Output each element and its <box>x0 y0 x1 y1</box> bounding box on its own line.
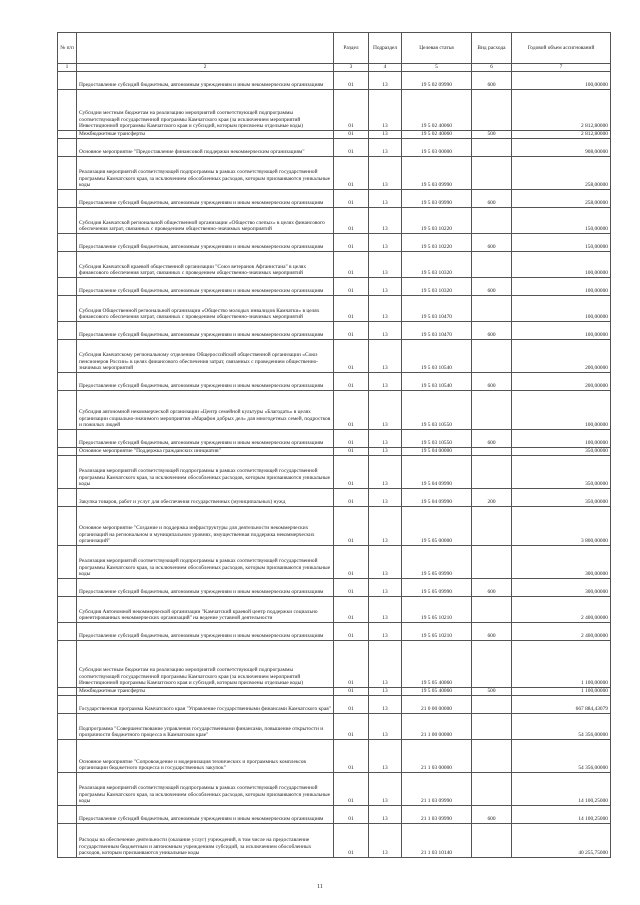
amount-cell: 100,00000 <box>512 252 611 278</box>
item-name-cell: Субсидия Камчатской региональной общественной организации «Общество слепых» в целях финансового обеспечения затрат, связанных с проведением общественно-значимых мероприятий <box>77 208 334 234</box>
expense-type-cell <box>472 641 512 688</box>
expense-type-cell <box>472 507 512 546</box>
section-cell: 01 <box>334 773 369 806</box>
table-row <box>58 448 611 456</box>
section-cell: 01 <box>334 688 369 696</box>
item-name-cell: Предоставление субсидий бюджетным, автономным учреждениям и иным некоммерческим организациям <box>77 278 334 296</box>
subsection-cell: 13 <box>369 296 402 322</box>
page-number: 11 <box>317 884 323 890</box>
section-cell: 01 <box>334 72 369 90</box>
row-number-cell <box>58 546 77 579</box>
expense-type-cell <box>472 296 512 322</box>
subsection-cell: 13 <box>369 806 402 824</box>
expense-type-cell: 600 <box>472 322 512 340</box>
row-number-cell <box>58 340 77 373</box>
amount-cell: 908,00000 <box>512 139 611 157</box>
subsection-cell: 13 <box>369 90 402 131</box>
table-row <box>58 696 611 714</box>
expense-type-cell <box>472 340 512 373</box>
expense-type-cell: 600 <box>472 190 512 208</box>
subsection-cell: 13 <box>369 139 402 157</box>
section-cell: 01 <box>334 340 369 373</box>
target-article-cell: 19 5 05 09990 <box>402 579 472 597</box>
expense-type-cell <box>472 824 512 858</box>
target-article-cell: 19 5 03 09990 <box>402 190 472 208</box>
item-name-cell: Реализация мероприятий соответствующей подпрограммы в рамках соответствующей государственной программы Камчатского края, за исключением обособленных расходов, которым присваиваются уникальные коды <box>77 157 334 190</box>
table-row <box>58 72 611 90</box>
section-cell: 01 <box>334 546 369 579</box>
section-cell: 01 <box>334 391 369 430</box>
amount-cell: 258,00000 <box>512 190 611 208</box>
item-name-cell: Основное мероприятие "Поддержка гражданских инициатив" <box>77 448 334 456</box>
target-article-cell: 19 5 03 10470 <box>402 322 472 340</box>
target-article-cell: 19 5 03 10470 <box>402 296 472 322</box>
row-number-cell <box>58 190 77 208</box>
item-name-cell: Субсидия автономной некоммерческой организации «Центр семейной культуры «Благодать» в целях организации социально-значимого мероприятия «Марафон добрых дел» для многодетных семей, подростков и пожилых людей <box>77 391 334 430</box>
amount-cell: 100,00000 <box>512 322 611 340</box>
target-article-cell: 21 1 03 09990 <box>402 806 472 824</box>
table-row <box>58 278 611 296</box>
item-name-cell: Субсидия Камчатскому региональному отделению Общероссийской общественной организации «Союз пенсионеров России» в целях финансового обеспечения затрат, связанных с проведением общественно-значимых мероприятий <box>77 340 334 373</box>
item-name-cell: Расходы на обеспечение деятельности (оказание услуг) учреждений, в том числе на предоставление государственным бюджетным и автономным учреждениям субсидий, за исключением обособленных расходов, которым присваиваются уникальные коды <box>77 824 334 858</box>
table-row <box>58 322 611 340</box>
amount-cell: 350,00000 <box>512 456 611 489</box>
header-target-article: Целевая статья <box>402 33 472 64</box>
expense-type-cell: 600 <box>472 72 512 90</box>
table-row <box>58 131 611 139</box>
subsection-cell: 13 <box>369 190 402 208</box>
subsection-cell: 13 <box>369 278 402 296</box>
section-cell: 01 <box>334 507 369 546</box>
section-cell: 01 <box>334 806 369 824</box>
target-article-cell: 19 5 03 10220 <box>402 234 472 252</box>
expense-type-cell: 600 <box>472 623 512 641</box>
subsection-cell: 13 <box>369 208 402 234</box>
expense-type-cell: 200 <box>472 489 512 507</box>
section-cell: 01 <box>334 234 369 252</box>
subsection-cell: 13 <box>369 623 402 641</box>
item-name-cell: Предоставление субсидий бюджетным, автономным учреждениям и иным некоммерческим организациям <box>77 190 334 208</box>
subsection-cell: 13 <box>369 252 402 278</box>
amount-cell: 200,00000 <box>512 373 611 391</box>
table-row <box>58 597 611 623</box>
amount-cell: 350,00000 <box>512 489 611 507</box>
row-number-cell <box>58 278 77 296</box>
table-row <box>58 208 611 234</box>
table-row <box>58 507 611 546</box>
table-row <box>58 546 611 579</box>
row-number-cell <box>58 208 77 234</box>
row-number-cell <box>58 597 77 623</box>
subsection-cell: 13 <box>369 373 402 391</box>
row-number-cell <box>58 714 77 740</box>
section-cell: 01 <box>334 597 369 623</box>
amount-cell: 100,00000 <box>512 296 611 322</box>
row-number-cell <box>58 373 77 391</box>
subsection-cell: 13 <box>369 456 402 489</box>
item-name-cell: Предоставление субсидий бюджетным, автономным учреждениям и иным некоммерческим организациям <box>77 806 334 824</box>
amount-cell: 100,00000 <box>512 391 611 430</box>
table-row <box>58 252 611 278</box>
column-number: 2 <box>77 64 334 72</box>
amount-cell: 2 812,80000 <box>512 90 611 131</box>
table-body <box>58 64 611 858</box>
subsection-cell: 13 <box>369 507 402 546</box>
target-article-cell: 19 5 05 10210 <box>402 597 472 623</box>
expense-type-cell: 600 <box>472 373 512 391</box>
row-number-cell <box>58 90 77 131</box>
expense-type-cell <box>472 456 512 489</box>
subsection-cell: 13 <box>369 546 402 579</box>
column-number: 6 <box>472 64 512 72</box>
table-row <box>58 623 611 641</box>
subsection-cell: 13 <box>369 322 402 340</box>
amount-cell: 100,00000 <box>512 278 611 296</box>
row-number-cell <box>58 806 77 824</box>
amount-cell: 150,00000 <box>512 234 611 252</box>
section-cell: 01 <box>334 373 369 391</box>
column-number: 1 <box>58 64 77 72</box>
row-number-cell <box>58 448 77 456</box>
item-name-cell: Субсидия Общественной региональной организации «Общество молодых инвалидов Камчатки» в целях финансового обеспечения затрат, связанных с проведением общественно-значимых мероприятий <box>77 296 334 322</box>
row-number-cell <box>58 623 77 641</box>
target-article-cell: 21 0 00 00000 <box>402 696 472 714</box>
subsection-cell: 13 <box>369 157 402 190</box>
table-row <box>58 340 611 373</box>
column-number: 4 <box>369 64 402 72</box>
section-cell: 01 <box>334 208 369 234</box>
target-article-cell: 19 5 03 10320 <box>402 252 472 278</box>
item-name-cell: Подпрограмма "Совершенствование управления государственными финансами, повышение открытости и прозрачности бюджетного процесса в Камчатском крае" <box>77 714 334 740</box>
row-number-cell <box>58 641 77 688</box>
expense-type-cell <box>472 546 512 579</box>
expense-type-cell <box>472 391 512 430</box>
table-row <box>58 688 611 696</box>
table-row <box>58 456 611 489</box>
amount-cell: 200,00000 <box>512 340 611 373</box>
row-number-cell <box>58 296 77 322</box>
section-cell: 01 <box>334 456 369 489</box>
section-cell: 01 <box>334 489 369 507</box>
column-number: 3 <box>334 64 369 72</box>
target-article-cell: 19 5 03 10220 <box>402 208 472 234</box>
expense-type-cell <box>472 696 512 714</box>
row-number-cell <box>58 322 77 340</box>
row-number-cell <box>58 391 77 430</box>
subsection-cell: 13 <box>369 696 402 714</box>
subsection-cell: 13 <box>369 641 402 688</box>
subsection-cell: 13 <box>369 391 402 430</box>
item-name-cell: Предоставление субсидий бюджетным, автономным учреждениям и иным некоммерческим организациям <box>77 322 334 340</box>
item-name-cell: Государственная программа Камчатского края "Управление государственными финансами Камчатского края" <box>77 696 334 714</box>
target-article-cell: 21 1 03 09990 <box>402 773 472 806</box>
target-article-cell: 19 5 04 09990 <box>402 456 472 489</box>
column-number-row <box>58 64 611 72</box>
section-cell: 01 <box>334 157 369 190</box>
subsection-cell: 13 <box>369 824 402 858</box>
header-name <box>77 33 334 64</box>
item-name-cell: Предоставление субсидий бюджетным, автономным учреждениям и иным некоммерческим организациям <box>77 234 334 252</box>
expense-type-cell <box>472 90 512 131</box>
column-number: 7 <box>512 64 611 72</box>
amount-cell: 350,00000 <box>512 448 611 456</box>
row-number-cell <box>58 131 77 139</box>
section-cell: 01 <box>334 641 369 688</box>
amount-cell: 1 100,00000 <box>512 641 611 688</box>
subsection-cell: 13 <box>369 597 402 623</box>
item-name-cell: Субсидия Камчатской краевой общественной организации "Союз ветеранов Афганистана" в целях финансового обеспечения затрат, связанных с проведением общественно-значимых мероприятий <box>77 252 334 278</box>
target-article-cell: 19 5 03 10320 <box>402 278 472 296</box>
amount-cell: 258,00000 <box>512 157 611 190</box>
expense-type-cell <box>472 597 512 623</box>
header-num: № п/п <box>58 33 77 64</box>
target-article-cell: 21 1 03 00000 <box>402 740 472 773</box>
target-article-cell: 21 1 03 10140 <box>402 824 472 858</box>
amount-cell: 2 400,00000 <box>512 597 611 623</box>
section-cell: 01 <box>334 190 369 208</box>
row-number-cell <box>58 696 77 714</box>
expense-type-cell <box>472 139 512 157</box>
header-expense-type: Вид расхода <box>472 33 512 64</box>
expense-type-cell <box>472 714 512 740</box>
expense-type-cell <box>472 252 512 278</box>
subsection-cell: 13 <box>369 340 402 373</box>
item-name-cell: Межбюджетные трансферты <box>77 688 334 696</box>
item-name-cell: Предоставление субсидий бюджетным, автономным учреждениям и иным некоммерческим организациям <box>77 373 334 391</box>
section-cell: 01 <box>334 322 369 340</box>
item-name-cell: Предоставление субсидий бюджетным, автономным учреждениям и иным некоммерческим организациям <box>77 430 334 448</box>
table-row <box>58 773 611 806</box>
row-number-cell <box>58 139 77 157</box>
table-row <box>58 714 611 740</box>
row-number-cell <box>58 456 77 489</box>
expense-type-cell: 500 <box>472 131 512 139</box>
table-row <box>58 90 611 131</box>
section-cell: 01 <box>334 131 369 139</box>
amount-cell: 54 356,00000 <box>512 714 611 740</box>
amount-cell: 40 255,75000 <box>512 824 611 858</box>
target-article-cell: 19 5 03 09990 <box>402 157 472 190</box>
section-cell: 01 <box>334 623 369 641</box>
row-number-cell <box>58 489 77 507</box>
item-name-cell: Основное мероприятие "Сопровождение и модернизация технических и программных комплексов организации бюджетного процесса и государственных закупок" <box>77 740 334 773</box>
amount-cell: 300,00000 <box>512 546 611 579</box>
row-number-cell <box>58 507 77 546</box>
subsection-cell: 13 <box>369 234 402 252</box>
row-number-cell <box>58 430 77 448</box>
amount-cell: 150,00000 <box>512 208 611 234</box>
amount-cell: 3 800,00000 <box>512 507 611 546</box>
expense-type-cell <box>472 773 512 806</box>
section-cell: 01 <box>334 824 369 858</box>
expense-type-cell: 600 <box>472 278 512 296</box>
section-cell: 01 <box>334 90 369 131</box>
section-cell: 01 <box>334 579 369 597</box>
table-row <box>58 430 611 448</box>
row-number-cell <box>58 72 77 90</box>
target-article-cell: 19 5 04 09990 <box>402 489 472 507</box>
table-row <box>58 489 611 507</box>
table-row <box>58 641 611 688</box>
subsection-cell: 13 <box>369 448 402 456</box>
amount-cell: 54 356,00000 <box>512 740 611 773</box>
table-row <box>58 824 611 858</box>
row-number-cell <box>58 252 77 278</box>
table-row <box>58 234 611 252</box>
amount-cell: 2 400,00000 <box>512 623 611 641</box>
section-cell: 01 <box>334 714 369 740</box>
expense-type-cell: 600 <box>472 430 512 448</box>
target-article-cell: 19 5 02 40060 <box>402 90 472 131</box>
section-cell: 01 <box>334 740 369 773</box>
subsection-cell: 13 <box>369 489 402 507</box>
target-article-cell: 19 5 03 10550 <box>402 391 472 430</box>
section-cell: 01 <box>334 278 369 296</box>
target-article-cell: 19 5 02 09990 <box>402 72 472 90</box>
target-article-cell: 19 5 05 40060 <box>402 641 472 688</box>
section-cell: 01 <box>334 448 369 456</box>
section-cell: 01 <box>334 139 369 157</box>
target-article-cell: 19 5 05 09990 <box>402 546 472 579</box>
table-row <box>58 296 611 322</box>
expense-type-cell <box>472 740 512 773</box>
amount-cell: 2 812,80000 <box>512 131 611 139</box>
amount-cell: 300,00000 <box>512 579 611 597</box>
table-row <box>58 806 611 824</box>
expense-type-cell: 600 <box>472 579 512 597</box>
item-name-cell: Реализация мероприятий соответствующей подпрограммы в рамках соответствующей государственной программы Камчатского края, за исключением обособленных расходов, которым присваиваются уникальные коды <box>77 546 334 579</box>
subsection-cell: 13 <box>369 579 402 597</box>
amount-cell: 100,00000 <box>512 430 611 448</box>
expense-type-cell: 600 <box>472 806 512 824</box>
table-row <box>58 579 611 597</box>
target-article-cell: 19 5 02 40060 <box>402 131 472 139</box>
table-row <box>58 190 611 208</box>
target-article-cell: 19 5 03 00000 <box>402 139 472 157</box>
row-number-cell <box>58 773 77 806</box>
item-name-cell: Субсидия Автономной некоммерческой организации "Камчатский краевой центр поддержки социально ориентированных некоммерческих организаций" на ведение уставной деятельности <box>77 597 334 623</box>
section-cell: 01 <box>334 252 369 278</box>
section-cell: 01 <box>334 696 369 714</box>
subsection-cell: 13 <box>369 740 402 773</box>
item-name-cell: Субсидии местным бюджетам на реализацию мероприятий соответствующей подпрограммы соответствующей государственной программы Камчатского края (за исключением мероприятий Инвестиционной программы Камчатского края и субсидий, которым присвоены отдельные коды) <box>77 641 334 688</box>
item-name-cell: Предоставление субсидий бюджетным, автономным учреждениям и иным некоммерческим организациям <box>77 72 334 90</box>
target-article-cell: 19 5 03 10540 <box>402 373 472 391</box>
item-name-cell: Основное мероприятие "Предоставление финансовой поддержки некоммерческим организациям" <box>77 139 334 157</box>
item-name-cell: Закупка товаров, работ и услуг для обеспечения государственных (муниципальных) нужд <box>77 489 334 507</box>
subsection-cell: 13 <box>369 714 402 740</box>
target-article-cell: 21 1 00 00000 <box>402 714 472 740</box>
column-number: 5 <box>402 64 472 72</box>
table-row <box>58 139 611 157</box>
expense-type-cell: 600 <box>472 234 512 252</box>
amount-cell: 100,00000 <box>512 72 611 90</box>
amount-cell: 14 100,25000 <box>512 773 611 806</box>
table-row <box>58 373 611 391</box>
item-name-cell: Межбюджетные трансферты <box>77 131 334 139</box>
target-article-cell: 19 5 03 10550 <box>402 430 472 448</box>
item-name-cell: Реализация мероприятий соответствующей подпрограммы в рамках соответствующей государственной программы Камчатского края, за исключением обособленных расходов, которым присваиваются уникальные коды <box>77 456 334 489</box>
subsection-cell: 13 <box>369 773 402 806</box>
header-section: Раздел <box>334 33 369 64</box>
table-row <box>58 391 611 430</box>
row-number-cell <box>58 740 77 773</box>
target-article-cell: 19 5 05 10210 <box>402 623 472 641</box>
expense-type-cell <box>472 157 512 190</box>
header-subsection: Подраздел <box>369 33 402 64</box>
expense-type-cell <box>472 208 512 234</box>
target-article-cell: 19 5 05 00000 <box>402 507 472 546</box>
amount-cell: 667 884,43079 <box>512 696 611 714</box>
row-number-cell <box>58 157 77 190</box>
item-name-cell: Реализация мероприятий соответствующей подпрограммы в рамках соответствующей государственной программы Камчатского края, за исключением обособленных расходов, которым присваиваются уникальные коды <box>77 773 334 806</box>
section-cell: 01 <box>334 430 369 448</box>
subsection-cell: 13 <box>369 72 402 90</box>
item-name-cell: Субсидии местным бюджетам на реализацию мероприятий соответствующей подпрограммы соответствующей государственной программы Камчатского края (за исключением мероприятий Инвестиционной программы Камчатского края и субсидий, которым присвоены отдельные коды) <box>77 90 334 131</box>
item-name-cell: Основное мероприятие "Создание и поддержка инфраструктуры для деятельности некоммерческих организаций на региональном и муниципальном уровнях, имущественная поддержка некоммерческих организаций" <box>77 507 334 546</box>
subsection-cell: 13 <box>369 131 402 139</box>
row-number-cell <box>58 579 77 597</box>
item-name-cell: Предоставление субсидий бюджетным, автономным учреждениям и иным некоммерческим организациям <box>77 579 334 597</box>
subsection-cell: 13 <box>369 430 402 448</box>
subsection-cell: 13 <box>369 688 402 696</box>
table-row <box>58 740 611 773</box>
row-number-cell <box>58 688 77 696</box>
amount-cell: 14 100,25000 <box>512 806 611 824</box>
expense-type-cell: 500 <box>472 688 512 696</box>
amount-cell: 1 100,00000 <box>512 688 611 696</box>
target-article-cell: 19 5 05 40060 <box>402 688 472 696</box>
item-name-cell: Предоставление субсидий бюджетным, автономным учреждениям и иным некоммерческим организациям <box>77 623 334 641</box>
row-number-cell <box>58 824 77 858</box>
target-article-cell: 19 5 03 10540 <box>402 340 472 373</box>
section-cell: 01 <box>334 296 369 322</box>
budget-table <box>57 32 611 858</box>
target-article-cell: 19 5 04 00000 <box>402 448 472 456</box>
table-header-row <box>58 33 611 64</box>
expense-type-cell <box>472 448 512 456</box>
table-row <box>58 157 611 190</box>
header-annual-amount: Годовой объем ассигнований <box>512 33 611 64</box>
row-number-cell <box>58 234 77 252</box>
